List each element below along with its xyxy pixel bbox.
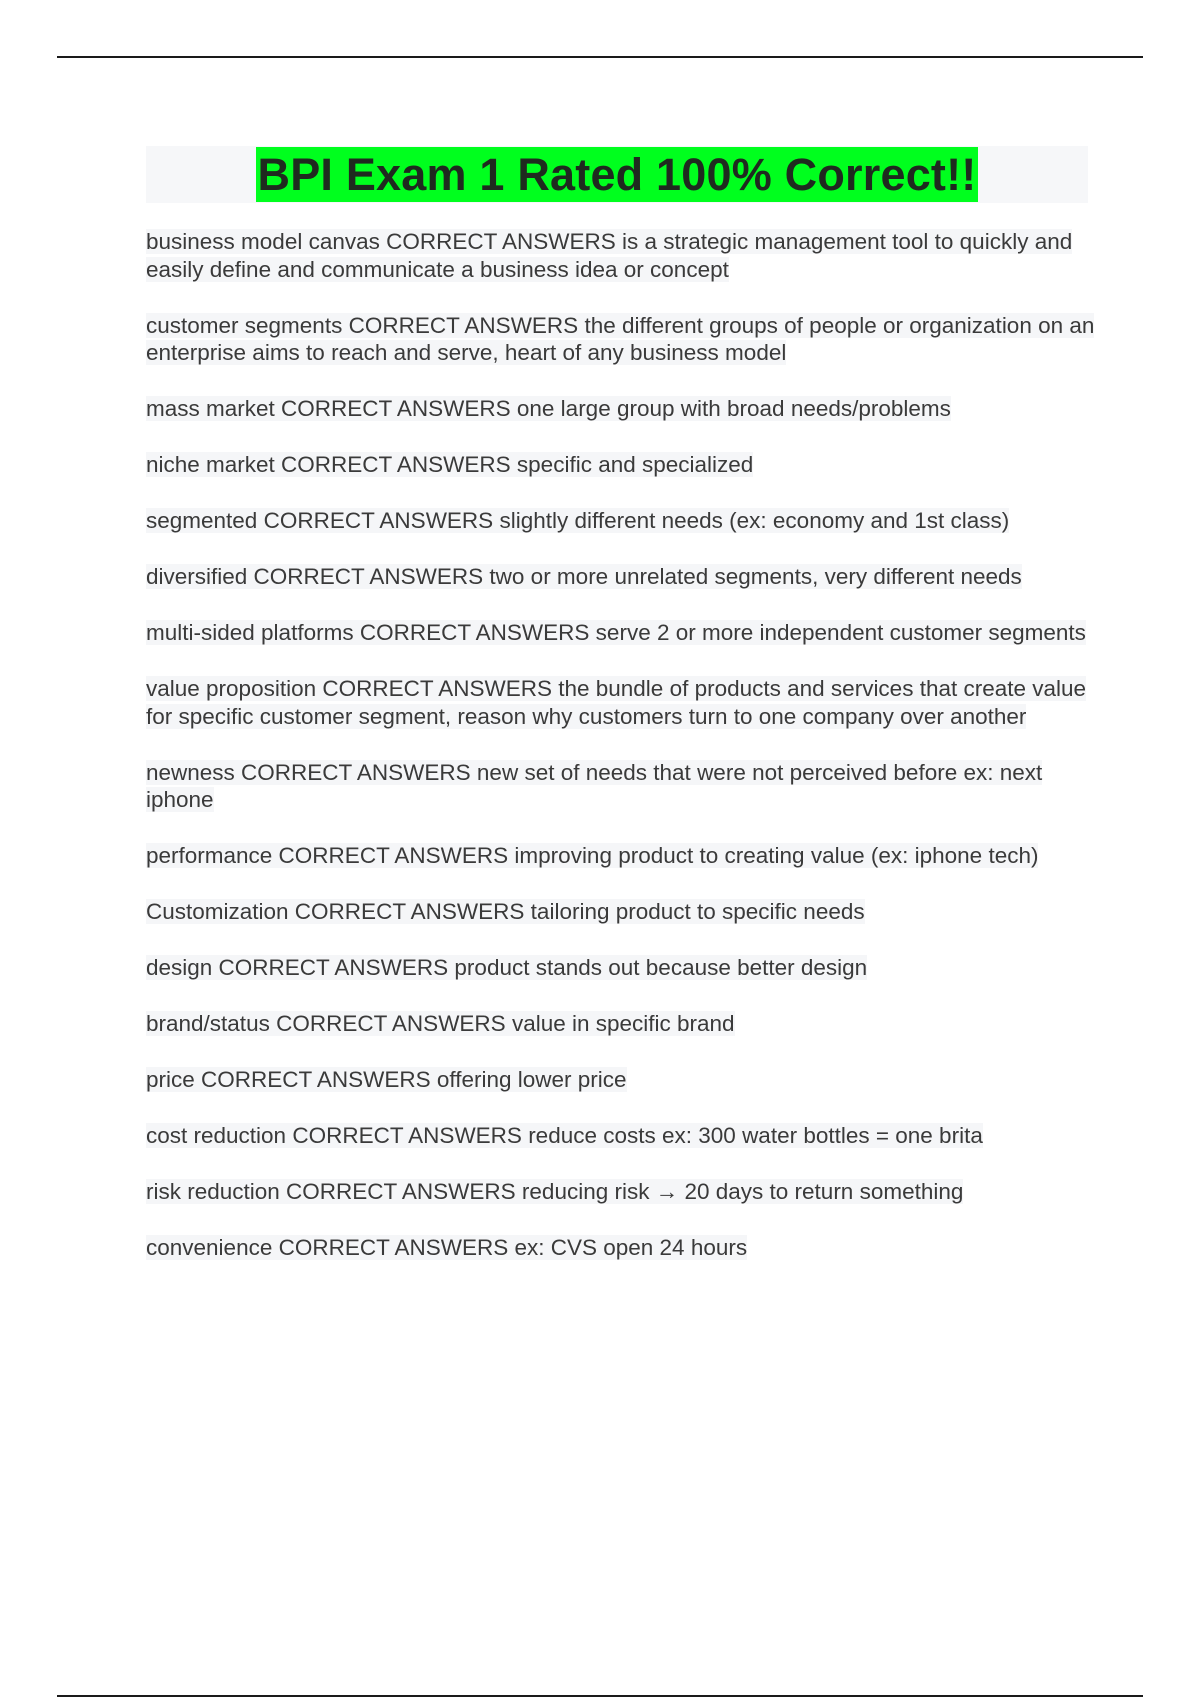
list-item [146,954,1106,982]
list-item [146,759,1106,814]
list-item [146,451,1106,479]
title-band [146,146,1088,203]
entry-text: value proposition CORRECT ANSWERS the bundle of products and services that create value for specific customer segment, reason why customers turn to one company over another [146,676,1087,729]
entry-text: brand/status CORRECT ANSWERS value in specific brand [146,1011,735,1036]
entry-text: price CORRECT ANSWERS offering lower price [146,1067,627,1092]
entry-text: cost reduction CORRECT ANSWERS reduce costs ex: 300 water bottles = one brita [146,1123,983,1148]
list-item [146,1066,1106,1094]
list-item [146,619,1106,647]
list-item [146,1122,1106,1150]
footer-rule [57,1695,1143,1697]
list-item [146,507,1106,535]
list-item [146,312,1106,367]
entry-text: segmented CORRECT ANSWERS slightly different needs (ex: economy and 1st class) [146,508,1010,533]
list-item [146,1178,1106,1206]
header-rule [57,56,1143,58]
document-title: BPI Exam 1 Rated 100% Correct!! [257,149,977,200]
flashcard-list [146,228,1106,1290]
entry-text: niche market CORRECT ANSWERS specific and specialized [146,452,754,477]
list-item [146,842,1106,870]
list-item [146,675,1106,730]
entry-text: Customization CORRECT ANSWERS tailoring product to specific needs [146,899,865,924]
entry-text: diversified CORRECT ANSWERS two or more unrelated segments, very different needs [146,564,1022,589]
entry-text: newness CORRECT ANSWERS new set of needs that were not perceived before ex: next iphone [146,759,1043,812]
list-item [146,898,1106,926]
list-item [146,228,1106,283]
list-item [146,563,1106,591]
list-item [146,1234,1106,1262]
entry-text: convenience CORRECT ANSWERS ex: CVS open 24 hours [146,1235,748,1260]
entry-text: business model canvas CORRECT ANSWERS is a strategic management tool to quickly and easily define and communicate a business idea or concept [146,229,1073,282]
entry-text: risk reduction CORRECT ANSWERS reducing risk → 20 days to return something [146,1179,964,1204]
entry-text: customer segments CORRECT ANSWERS the different groups of people or organization on an enterprise aims to reach and serve, heart of any business model [146,312,1095,365]
entry-text: design CORRECT ANSWERS product stands out because better design [146,955,868,980]
entry-text: mass market CORRECT ANSWERS one large group with broad needs/problems [146,396,951,421]
entry-text: performance CORRECT ANSWERS improving product to creating value (ex: iphone tech) [146,843,1039,868]
list-item [146,395,1106,423]
entry-text: multi-sided platforms CORRECT ANSWERS serve 2 or more independent customer segments [146,620,1086,645]
list-item [146,1010,1106,1038]
